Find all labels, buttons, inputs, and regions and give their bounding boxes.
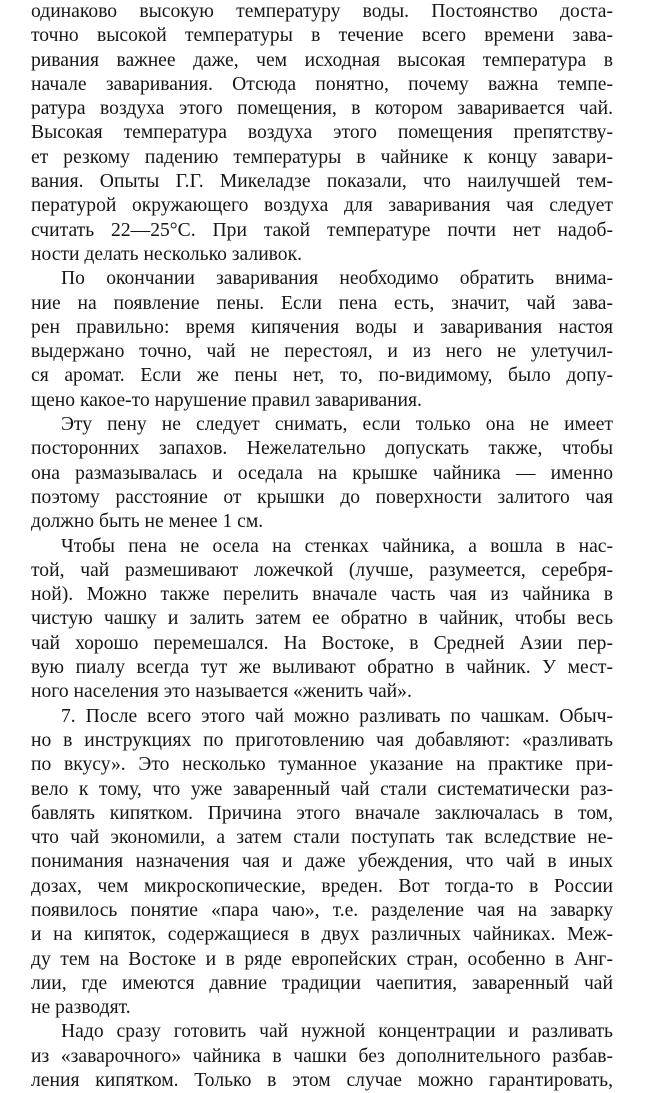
- text-line: выдержано точно, чай не перестоял, и из него не улетучил-: [31, 341, 613, 363]
- text-line: ду тем на Востоке и в ряде европейских стран, особенно в Анг-: [31, 948, 613, 970]
- paragraph: [31, 0, 613, 267]
- text-line: одинаково высокую температуру воды. Постоянство доста-: [31, 1, 613, 22]
- text-line: Эту пену не следует снимать, если только она не имеет: [61, 414, 613, 436]
- text-line: ной). Можно также перелить вначале часть чая из чайника в: [31, 584, 613, 606]
- text-line: чай хорошо перемешался. На Востоке, в Средней Азии пер-: [31, 632, 613, 654]
- paragraph: [31, 413, 613, 534]
- text-line: бавлять кипятком. Причина этого вначале заключалась в том,: [31, 802, 613, 824]
- text-line: ся аромат. Если же пены нет, то, по-видимому, было допу-: [31, 365, 613, 387]
- text-line: Высокая температура воздуха этого помещения препятству-: [31, 122, 613, 144]
- text-line: вело к тому, что уже заваренный чай стали систематически раз-: [31, 778, 613, 800]
- text-line: вания. Опыты Г.Г. Микеладзе показали, что наилучшей тем-: [31, 171, 613, 193]
- text-line: считать 22—25°С. При такой температуре почти нет надоб-: [31, 219, 613, 241]
- paragraph: [31, 267, 613, 413]
- text-line: должно быть не менее 1 см.: [31, 511, 264, 533]
- text-line: понимания назначения чая и даже убеждения, что чай в иных: [31, 851, 613, 873]
- text-line: не разводят.: [31, 997, 131, 1019]
- text-line: ратура воздуха этого помещения, в котором заваривается чай.: [31, 98, 613, 120]
- text-line: появилось понятие «пара чаю», т.е. разделение чая на заварку: [31, 899, 613, 921]
- text-line: ривания важнее даже, чем исходная высокая температура в: [31, 49, 613, 71]
- text-line: вую пиалу всегда тут же выливают обратно в чайник. У мест-: [31, 657, 613, 679]
- paragraph: [31, 705, 613, 1021]
- text-line: пературой окружающего воздуха для заваривания чая следует: [31, 195, 613, 217]
- document-page: [31, 0, 613, 1093]
- text-line: из «заварочного» чайника в чашки без дополнительного разбав-: [31, 1045, 613, 1067]
- text-line: начале заваривания. Отсюда понятно, почему важна темпе-: [31, 73, 613, 95]
- text-line: ления кипятком. Только в этом случае можно гарантировать,: [31, 1070, 613, 1092]
- text-line: ности делать несколько заливок.: [31, 243, 303, 265]
- paragraph: [31, 535, 613, 705]
- text-line: что чай экономили, а затем стали поступать так вследствие не-: [31, 827, 613, 849]
- text-line: по вкусу». Это несколько туманное указание на практике при-: [31, 754, 613, 776]
- text-line: поэтому расстояние от крышки до поверхности залитого чая: [31, 486, 613, 508]
- text-line: щено какое-то нарушение правил заваривания.: [31, 389, 422, 411]
- text-line: лии, где имеются давние традиции чаепития, заваренный чай: [31, 972, 613, 994]
- text-line: но в инструкциях по приготовлению чая добавляют: «разливать: [31, 729, 613, 751]
- text-line: чистую чашку и залить затем ее обратно в чайник, чтобы весь: [31, 608, 613, 630]
- text-line: 7. После всего этого чай можно разливать по чашкам. Обыч-: [61, 705, 613, 727]
- text-line: рен правильно: время кипячения воды и заваривания настоя: [31, 316, 613, 338]
- text-line: той, чай размешивают ложечкой (лучше, разумеется, серебря-: [31, 559, 613, 581]
- text-line: она размазывалась и оседала на крышке чайника — именно: [31, 462, 613, 484]
- text-line: ет резкому падению температуры в чайнике к концу завари-: [31, 146, 613, 168]
- text-line: ние на появление пены. Если пена есть, значит, чай зава-: [31, 292, 613, 314]
- paragraph: [31, 1020, 613, 1093]
- text-line: Надо сразу готовить чай нужной концентрации и разливать: [61, 1021, 613, 1043]
- text-line: ного населения это называется «женить чай».: [31, 681, 412, 703]
- text-line: дозах, чем микроскопические, вреден. Вот тогда-то в России: [31, 875, 613, 897]
- text-line: По окончании заваривания необходимо обратить внима-: [61, 268, 613, 290]
- text-line: и на кипяток, содержащиеся в двух различных чайниках. Меж-: [31, 924, 613, 946]
- text-line: точно высокой температуры в течение всего времени зава-: [31, 25, 613, 47]
- text-line: посторонних запахов. Нежелательно допускать также, чтобы: [31, 438, 613, 460]
- text-line: Чтобы пена не осела на стенках чайника, а вошла в нас-: [61, 535, 613, 557]
